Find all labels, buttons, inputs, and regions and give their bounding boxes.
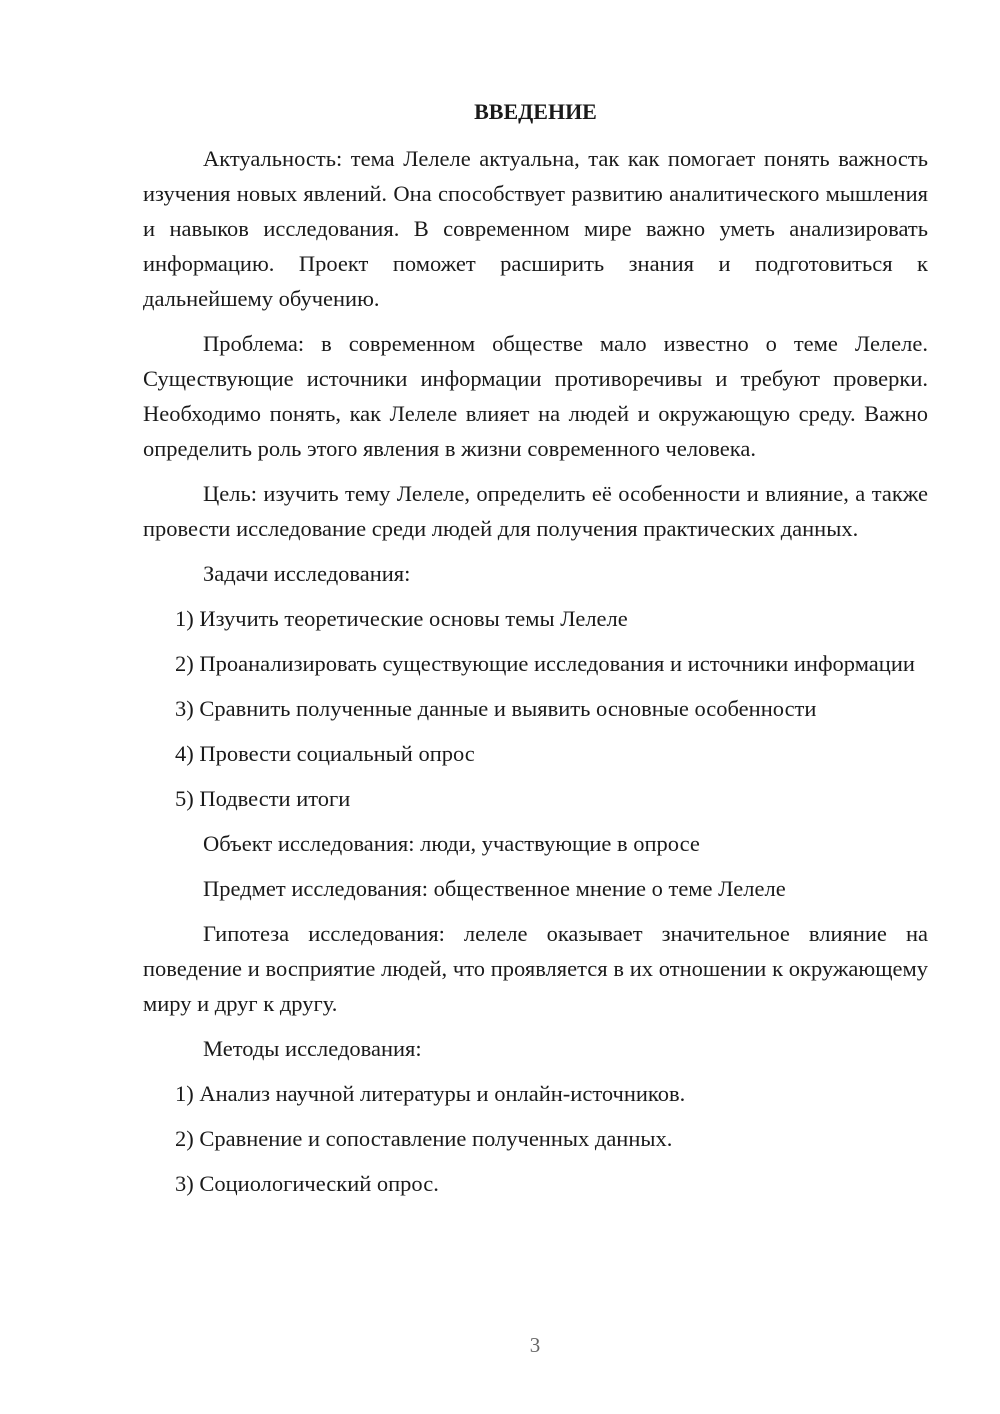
method-item: 1) Анализ научной литературы и онлайн-источников.: [175, 1081, 686, 1106]
task-item: 5) Подвести итоги: [175, 786, 351, 811]
document-page: [143, 94, 928, 1211]
task-item: 2) Проанализировать существующие исследования и источники информации: [175, 651, 915, 676]
page-number: 3: [529, 1333, 541, 1357]
task-item: 1) Изучить теоретические основы темы Лелеле: [175, 606, 628, 631]
task-item: 3) Сравнить полученные данные и выявить основные особенности: [175, 696, 817, 721]
method-item: 3) Социологический опрос.: [175, 1171, 439, 1196]
object-line: Объект исследования: люди, участвующие в опросе: [203, 831, 700, 856]
hypothesis-paragraph: Гипотеза исследования: лелеле оказывает значительное влияние на поведение и восприятие людей, что проявляется в их отношении к окружающему миру и друг к другу.: [143, 921, 928, 1016]
relevance-paragraph: Актуальность: тема Лелеле актуальна, так как помогает понять важность изучения новых явлений. Она способствует развитию аналитического мышления и навыков исследования. В современном мире важно уметь анализировать информацию. Проект поможет расширить знания и подготовиться к дальнейшему обучению.: [143, 146, 928, 311]
subject-line: Предмет исследования: общественное мнение о теме Лелеле: [203, 876, 786, 901]
task-item: 4) Провести социальный опрос: [175, 741, 475, 766]
section-heading: ВВЕДЕНИЕ: [474, 99, 597, 124]
tasks-title: Задачи исследования:: [203, 561, 411, 586]
goal-paragraph: Цель: изучить тему Лелеле, определить её особенности и влияние, а также провести исследование среди людей для получения практических данных.: [143, 481, 928, 541]
method-item: 2) Сравнение и сопоставление полученных данных.: [175, 1126, 673, 1151]
problem-paragraph: Проблема: в современном обществе мало известно о теме Лелеле. Существующие источники информации противоречивы и требуют проверки. Необходимо понять, как Лелеле влияет на людей и окружающую среду. Важно определить роль этого явления в жизни современного человека.: [143, 331, 928, 461]
methods-title: Методы исследования:: [203, 1036, 422, 1061]
